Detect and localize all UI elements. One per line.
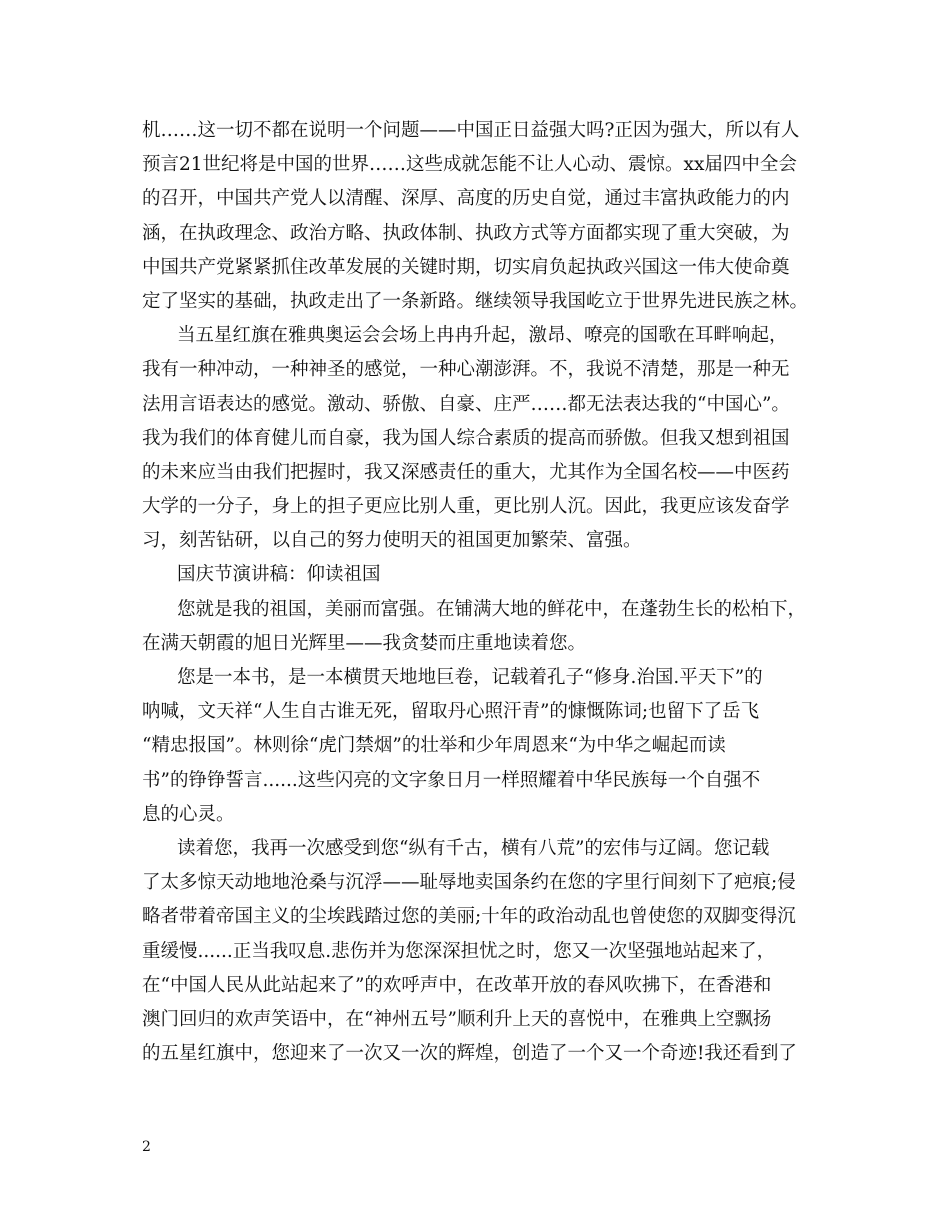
paragraph-first-line: 您就是我的祖国，美丽而富强。在铺满大地的鲜花中，在蓬勃生长的松柏下， [177,598,807,620]
text-line: 涵，在执政理念、政治方略、执政体制、执政方式等方面都实现了重大突破，为 [142,222,790,244]
paragraph-first-line: 读着您，我再一次感受到您“纵有千古，横有八荒”的宏伟与辽阔。您记载 [177,837,770,859]
text-line: 的召开，中国共产党人以清醒、深厚、高度的历史自觉，通过丰富执政能力的内 [142,188,790,210]
text-line: 中国共产党紧紧抓住改革发展的关键时期，切实肩负起执政兴国这一伟大使命奠 [142,256,790,278]
paragraph-first-line: 国庆节演讲稿：仰读祖国 [177,564,381,586]
text-line: 书”的铮铮誓言......这些闪亮的文字象日月一样照耀着中华民族每一个自强不 [142,769,761,791]
text-line: 机……这一切不都在说明一个问题——中国正日益强大吗?正因为强大，所以有人 [142,120,800,141]
text-line: 预言21世纪将是中国的世界……这些成就怎能不让人心动、震惊。xx届四中全会 [142,154,797,176]
document-body [142,114,842,1071]
paragraph-first-line: 您是一本书，是一本横贯天地地巨卷，记载着孔子“修身.治国.平天下”的 [177,667,763,688]
page-number: 2 [142,1139,151,1155]
text-line: 我有一种冲动，一种神圣的感觉，一种心潮澎湃。不，我说不清楚，那是一种无 [142,359,790,381]
text-line: 定了坚实的基础，执政走出了一条新路。继续领导我国屹立于世界先进民族之林。 [142,290,809,312]
text-line: “精忠报国”。林则徐“虎门禁烟”的壮举和少年周恩来“为中华之崛起而读 [142,735,726,757]
text-line: 习，刻苦钻研，以自己的努力使明天的祖国更加繁荣、富强。 [142,530,642,552]
text-line: 呐喊，文天祥“人生自古谁无死，留取丹心照汗青”的慷慨陈词;也留下了岳飞 [142,701,760,723]
text-line: 略者带着帝国主义的尘埃践踏过您的美丽;十年的政治动乱也曾使您的双脚变得沉 [142,906,796,928]
text-line: 大学的一分子，身上的担子更应比别人重，更比别人沉。因此，我更应该发奋学 [142,496,790,518]
text-line: 我为我们的体育健儿而自豪，我为国人综合素质的提高而骄傲。但我又想到祖国 [142,427,790,449]
text-line: 息的心灵。 [142,803,235,825]
paragraph-first-line: 当五星红旗在雅典奥运会会场上冉冉升起，激昂、嘹亮的国歌在耳畔响起， [177,325,788,347]
text-line: 澳门回归的欢声笑语中，在“神州五号”顺利升上天的喜悦中，在雅典上空飘扬 [142,1008,772,1030]
text-line: 法用言语表达的感觉。激动、骄傲、自豪、庄严……都无法表达我的“中国心”。 [142,393,790,415]
text-line: 在满天朝霞的旭日光辉里——我贪婪而庄重地读着您。 [142,632,587,654]
text-line: 的五星红旗中，您迎来了一次又一次的辉煌，创造了一个又一个奇迹!我还看到了 [142,1043,797,1065]
text-line: 了太多惊天动地地沧桑与沉浮——耻辱地卖国条约在您的字里行间刻下了疤痕;侵 [142,872,796,894]
text-line: 在“中国人民从此站起来了”的欢呼声中，在改革开放的春风吹拂下，在香港和 [142,974,772,996]
text-line: 的未来应当由我们把握时，我又深感责任的重大，尤其作为全国名校——中医药 [142,461,790,483]
text-line: 重缓慢......正当我叹息.悲伤并为您深深担忧之时，您又一次坚强地站起来了， [142,940,776,962]
